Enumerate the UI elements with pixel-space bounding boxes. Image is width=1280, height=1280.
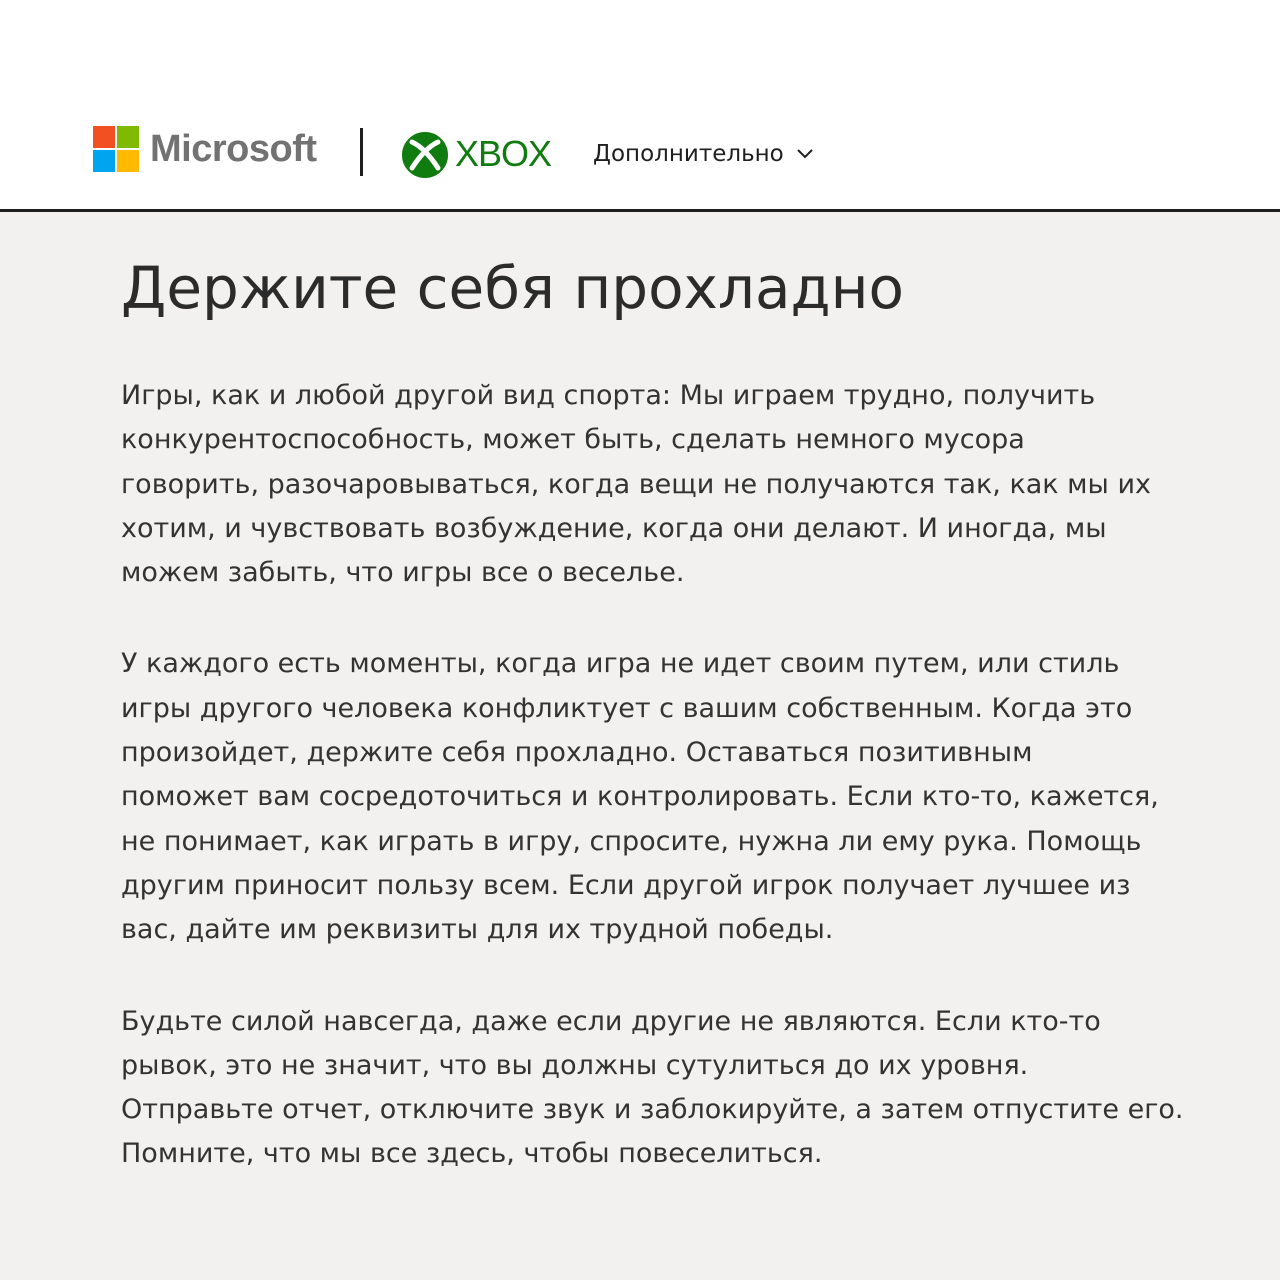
article-paragraph-2 xyxy=(121,642,1201,952)
paragraph-line: Отправьте отчет, отключите звук и заблокируйте, а затем отпустите его. xyxy=(121,1094,1184,1126)
paragraph-line: другим приносит пользу всем. Если другой игрок получает лучшее из xyxy=(121,869,1131,901)
article-paragraph-3 xyxy=(121,1000,1201,1177)
more-menu-label: Дополнительно xyxy=(593,141,784,167)
more-menu-button[interactable] xyxy=(593,138,814,170)
header-divider xyxy=(360,128,363,176)
paragraph-line: Будьте силой навсегда, даже если другие не являются. Если кто-то xyxy=(121,1005,1101,1037)
paragraph-line: вас, дайте им реквизиты для их трудной победы. xyxy=(121,914,834,946)
microsoft-logo-red-square xyxy=(93,126,115,148)
article-paragraph-1 xyxy=(121,374,1201,595)
paragraph-line: произойдет, держите себя прохладно. Оставаться позитивным xyxy=(121,737,1033,769)
site-header xyxy=(0,0,1280,212)
paragraph-line: поможет вам сосредоточиться и контролировать. Если кто-то, кажется, xyxy=(121,781,1159,813)
page-title: Держите себя прохладно xyxy=(121,254,904,322)
microsoft-logo-icon[interactable] xyxy=(93,126,139,172)
paragraph-line: конкурентоспособность, может быть, сделать немного мусора xyxy=(121,424,1025,456)
microsoft-wordmark[interactable]: Microsoft xyxy=(150,128,317,170)
paragraph-line: Игры, как и любой другой вид спорта: Мы играем трудно, получить xyxy=(121,380,1096,411)
paragraph-line: хотим, и чувствовать возбуждение, когда они делают. И иногда, мы xyxy=(121,512,1107,544)
microsoft-logo-yellow-square xyxy=(117,150,139,172)
microsoft-logo-green-square xyxy=(117,126,139,148)
paragraph-line: можем забыть, что игры все о веселье. xyxy=(121,557,685,589)
microsoft-logo-blue-square xyxy=(93,150,115,172)
chevron-down-icon xyxy=(796,148,814,160)
xbox-wordmark[interactable]: XBOX xyxy=(455,133,552,174)
paragraph-line: У каждого есть моменты, когда игра не идет своим путем, или стиль xyxy=(121,648,1120,680)
paragraph-line: рывок, это не значит, что вы должны сутулиться до их уровня. xyxy=(121,1049,1029,1081)
paragraph-line: игры другого человека конфликтует с вашим собственным. Когда это xyxy=(121,692,1133,724)
paragraph-line: говорить, разочаровываться, когда вещи не получаются так, как мы их xyxy=(121,468,1151,500)
paragraph-line: не понимает, как играть в игру, спросите, нужна ли ему рука. Помощь xyxy=(121,825,1142,857)
paragraph-line: Помните, что мы все здесь, чтобы повеселиться. xyxy=(121,1138,823,1170)
xbox-sphere-icon[interactable] xyxy=(402,132,448,178)
article xyxy=(121,250,1201,1177)
